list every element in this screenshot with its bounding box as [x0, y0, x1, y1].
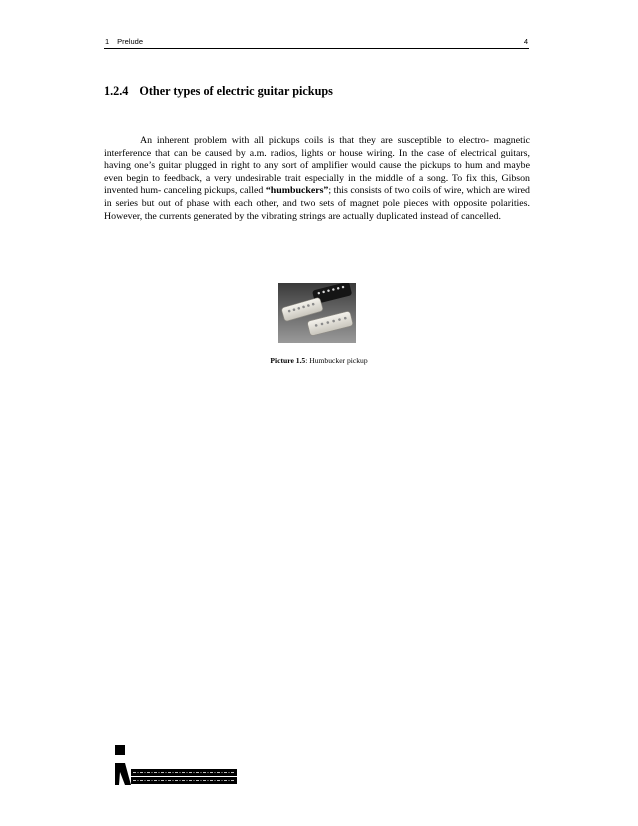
- section-heading: [104, 84, 333, 99]
- running-header-chapter: [105, 37, 143, 46]
- figure-label: Picture 1.5: [270, 356, 306, 365]
- body-text-after: ; this consists of two coils of wire, which are wired in series but out of phase with each other, and two sets of magnet pole pieces with opposite polarities. However, the currents generated by the vibrating strings are actually duplicated instead of cancelled.: [104, 185, 530, 222]
- university-logo-graphic: [115, 745, 240, 785]
- section-title: Other types of electric guitar pickups: [139, 84, 333, 98]
- university-logo: [115, 745, 240, 785]
- page-number: 4: [523, 37, 528, 46]
- figure-separator: :: [305, 356, 308, 365]
- body-text-before: An inherent problem with all pickups coils is that they are susceptible to electro- magnetic interference that can be caused by a.m. radios, lights or house wiring. In the case of electrical guitars, having one’s guitar plugged in right to any sort of amplifier would cause the pickups to hum and maybe even begin to feedback, a very undesirable trait especially in the middle of a song. To fix this, Gibson invented hum- canceling pickups, called: [104, 135, 530, 197]
- section-number: 1.2.4: [104, 84, 129, 98]
- running-header: [104, 36, 529, 49]
- figure-caption: [0, 356, 638, 365]
- chapter-number: 1: [105, 37, 110, 46]
- humbucker-pickup-photo: [278, 283, 356, 343]
- figure-caption-text: Humbucker pickup: [307, 356, 368, 365]
- chapter-title: Prelude: [117, 37, 144, 46]
- humbucker-pickup-illustration: [278, 283, 356, 343]
- humbuckers-term: “humbuckers”: [265, 185, 329, 197]
- body-paragraph: [104, 135, 530, 223]
